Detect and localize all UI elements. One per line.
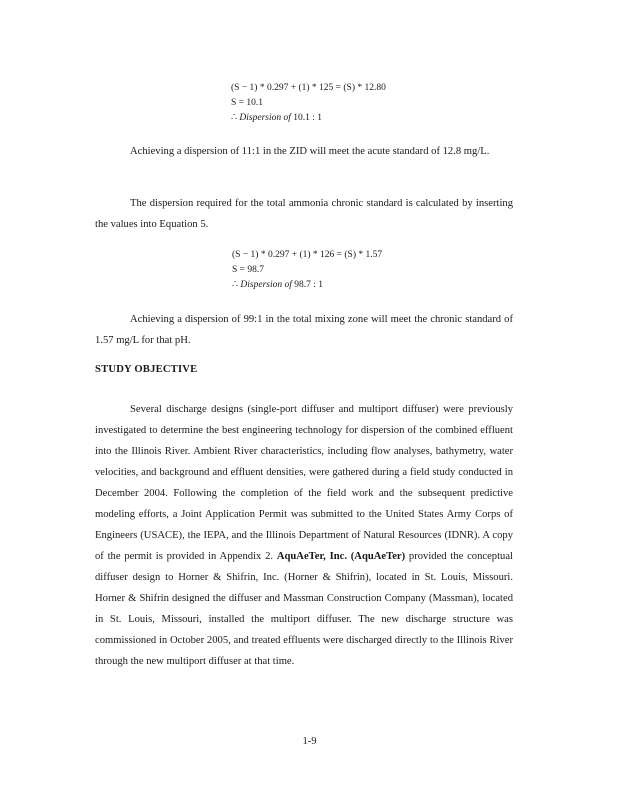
equation-chronic-line-2: S = 98.7: [232, 265, 265, 275]
paragraph-chronic-result: Achieving a dispersion of 99:1 in the total mixing zone will meet the chronic standard of 1.57 mg/L for that pH.: [95, 314, 513, 346]
paragraph-acute-result: Achieving a dispersion of 11:1 in the ZID will meet the acute standard of 12.8 mg/L.: [130, 146, 490, 157]
equation-chronic-line-3: ∴ Dispersion of 98.7 : 1: [232, 280, 324, 290]
section-heading: STUDY OBJECTIVE: [95, 364, 198, 375]
company-name-bold: AquAeTer, Inc. (AquAeTer): [276, 551, 406, 562]
equation-acute-line-2: S = 10.1: [231, 98, 264, 108]
equation-chronic: [232, 248, 382, 293]
equation-acute-line-1: (S − 1) * 0.297 + (1) * 125 = (S) * 12.80: [231, 83, 386, 93]
equation-acute-line-3: ∴ Dispersion of 10.1 : 1: [231, 113, 323, 123]
paragraph-chronic-intro: The dispersion required for the total ammonia chronic standard is calculated by inserting the values into Equation 5.: [95, 198, 513, 230]
page-number: 1-9: [302, 736, 317, 747]
equation-acute: [231, 81, 386, 126]
equation-chronic-line-1: (S − 1) * 0.297 + (1) * 126 = (S) * 1.57: [232, 250, 383, 260]
paragraph-study-objective: Several discharge designs (single-port diffuser and multiport diffuser) were previously investigated to determine the best engineering technology for dispersion of the combined effluent into the Illinois River. Ambient River characteristics, including flow analyses, bathymetry, water velocities, and background and effluent densities, were gathered during a field study conducted in December 2004. Following the completion of the field work and the subsequent predictive modeling efforts, a Joint Application Permit was submitted to the United States Army Corps of Engineers (USACE), the IEPA, and the Illinois Department of Natural Resources (IDNR). A copy of the permit is provided in Appendix 2. AquAeTer, Inc. (AquAeTer) provided the conceptual diffuser design to Horner & Shifrin, Inc. (Horner & Shifrin), located in St. Louis, Missouri. Horner & Shifrin designed the diffuser and Massman Construction Company (Massman), located in St. Louis, Missouri, installed the multiport diffuser. The new discharge structure was commissioned in October 2005, and treated effluents were discharged directly to the Illinois River through the new multiport diffuser at that time.: [95, 404, 513, 667]
